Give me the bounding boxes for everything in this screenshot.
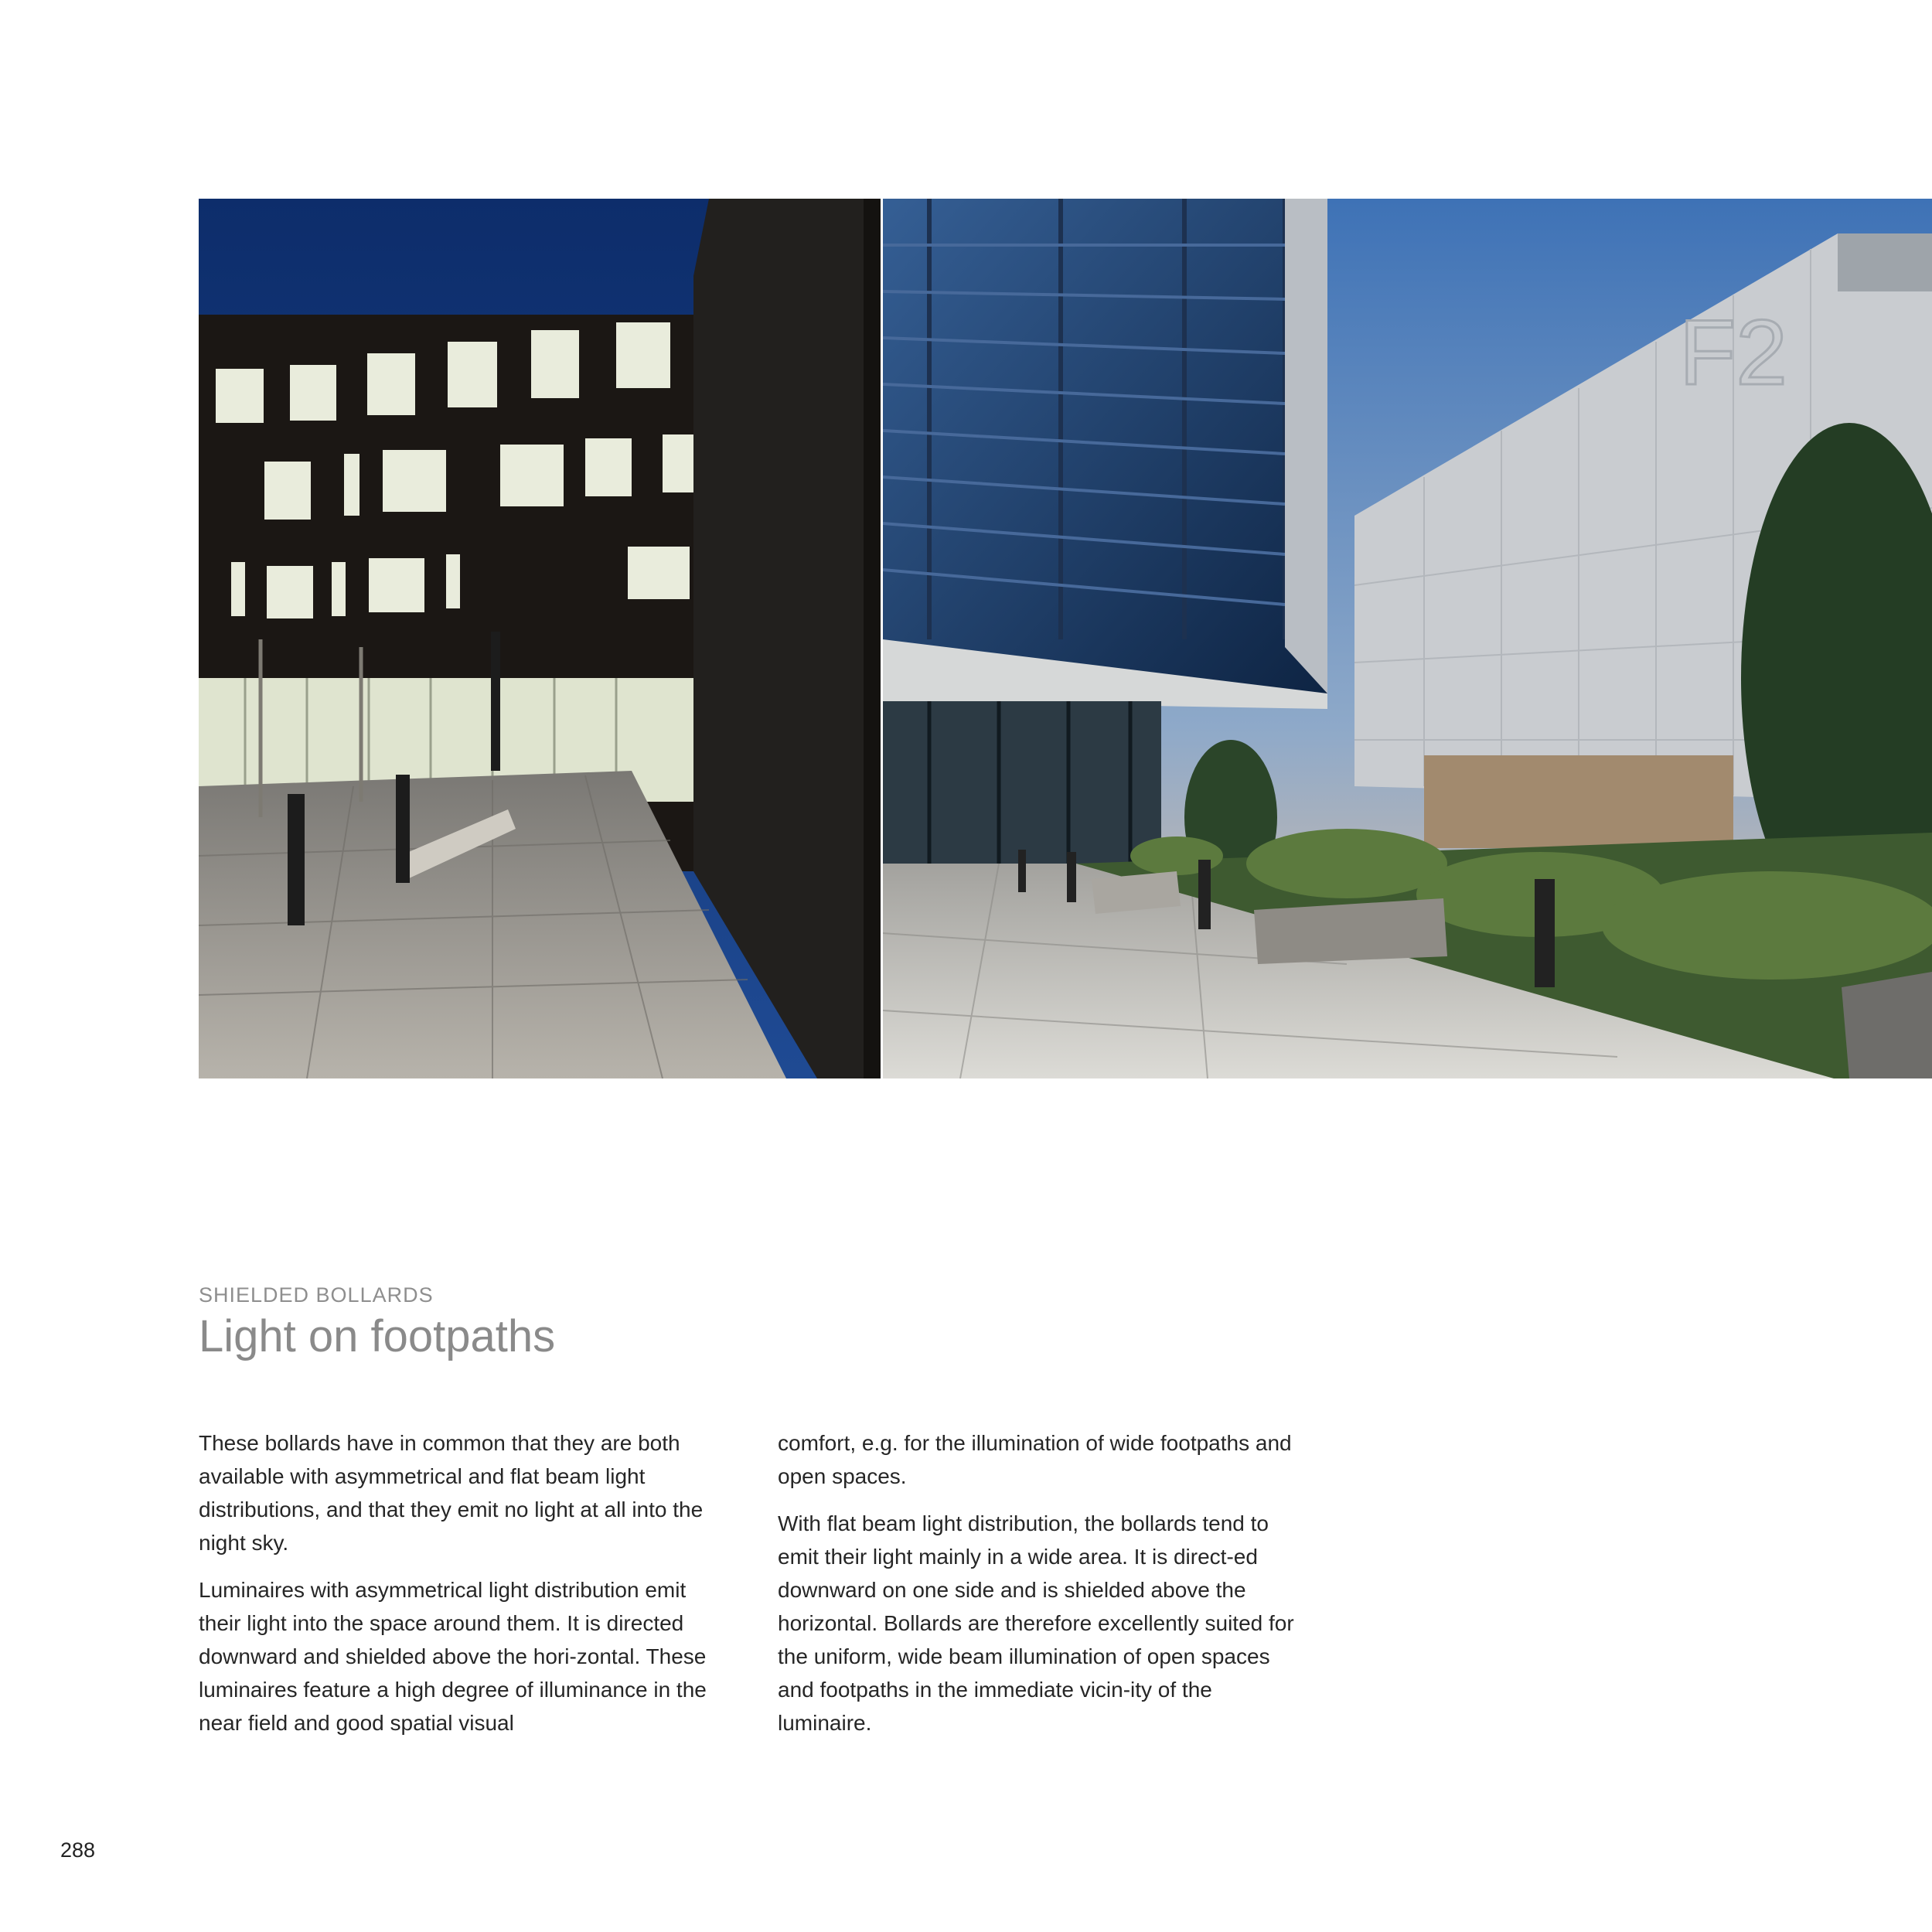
plaza-illustration: [883, 199, 1932, 1078]
paragraph: These bollards have in common that they are both available with asymmetrical and flat beam light distributions, and that they emit no light at all into the night sky.: [199, 1431, 704, 1555]
building-plaza-photo: [883, 199, 1932, 1078]
section-kicker: SHIELDED BOLLARDS: [199, 1283, 434, 1307]
body-column-right: [778, 1426, 1303, 1753]
paragraph: comfort, e.g. for the illumination of wide footpaths and open spaces.: [778, 1431, 1292, 1488]
courtyard-illustration: [199, 199, 881, 1078]
courtyard-at-dusk-photo: [199, 199, 881, 1078]
paragraph: Luminaires with asymmetrical light distribution emit their light into the space around them. It is directed downward and shielded above the hori-zontal. These luminaires feature a high degree of illuminance in the near field and good spatial visual: [199, 1578, 707, 1735]
paragraph: With flat beam light distribution, the bollards tend to emit their light mainly in a wide area. It is direct-ed downward on one side and is shielded above the horizontal. Bollards are therefore excellently suited for the uniform, wide beam illumination of open spaces and footpaths in the immediate vicin-ity of the luminaire.: [778, 1511, 1294, 1735]
facade-lettering: F2: [1679, 301, 1788, 404]
page-title: Light on footpaths: [199, 1311, 556, 1361]
page-number: 288: [60, 1838, 96, 1862]
body-column-left: [199, 1426, 724, 1753]
